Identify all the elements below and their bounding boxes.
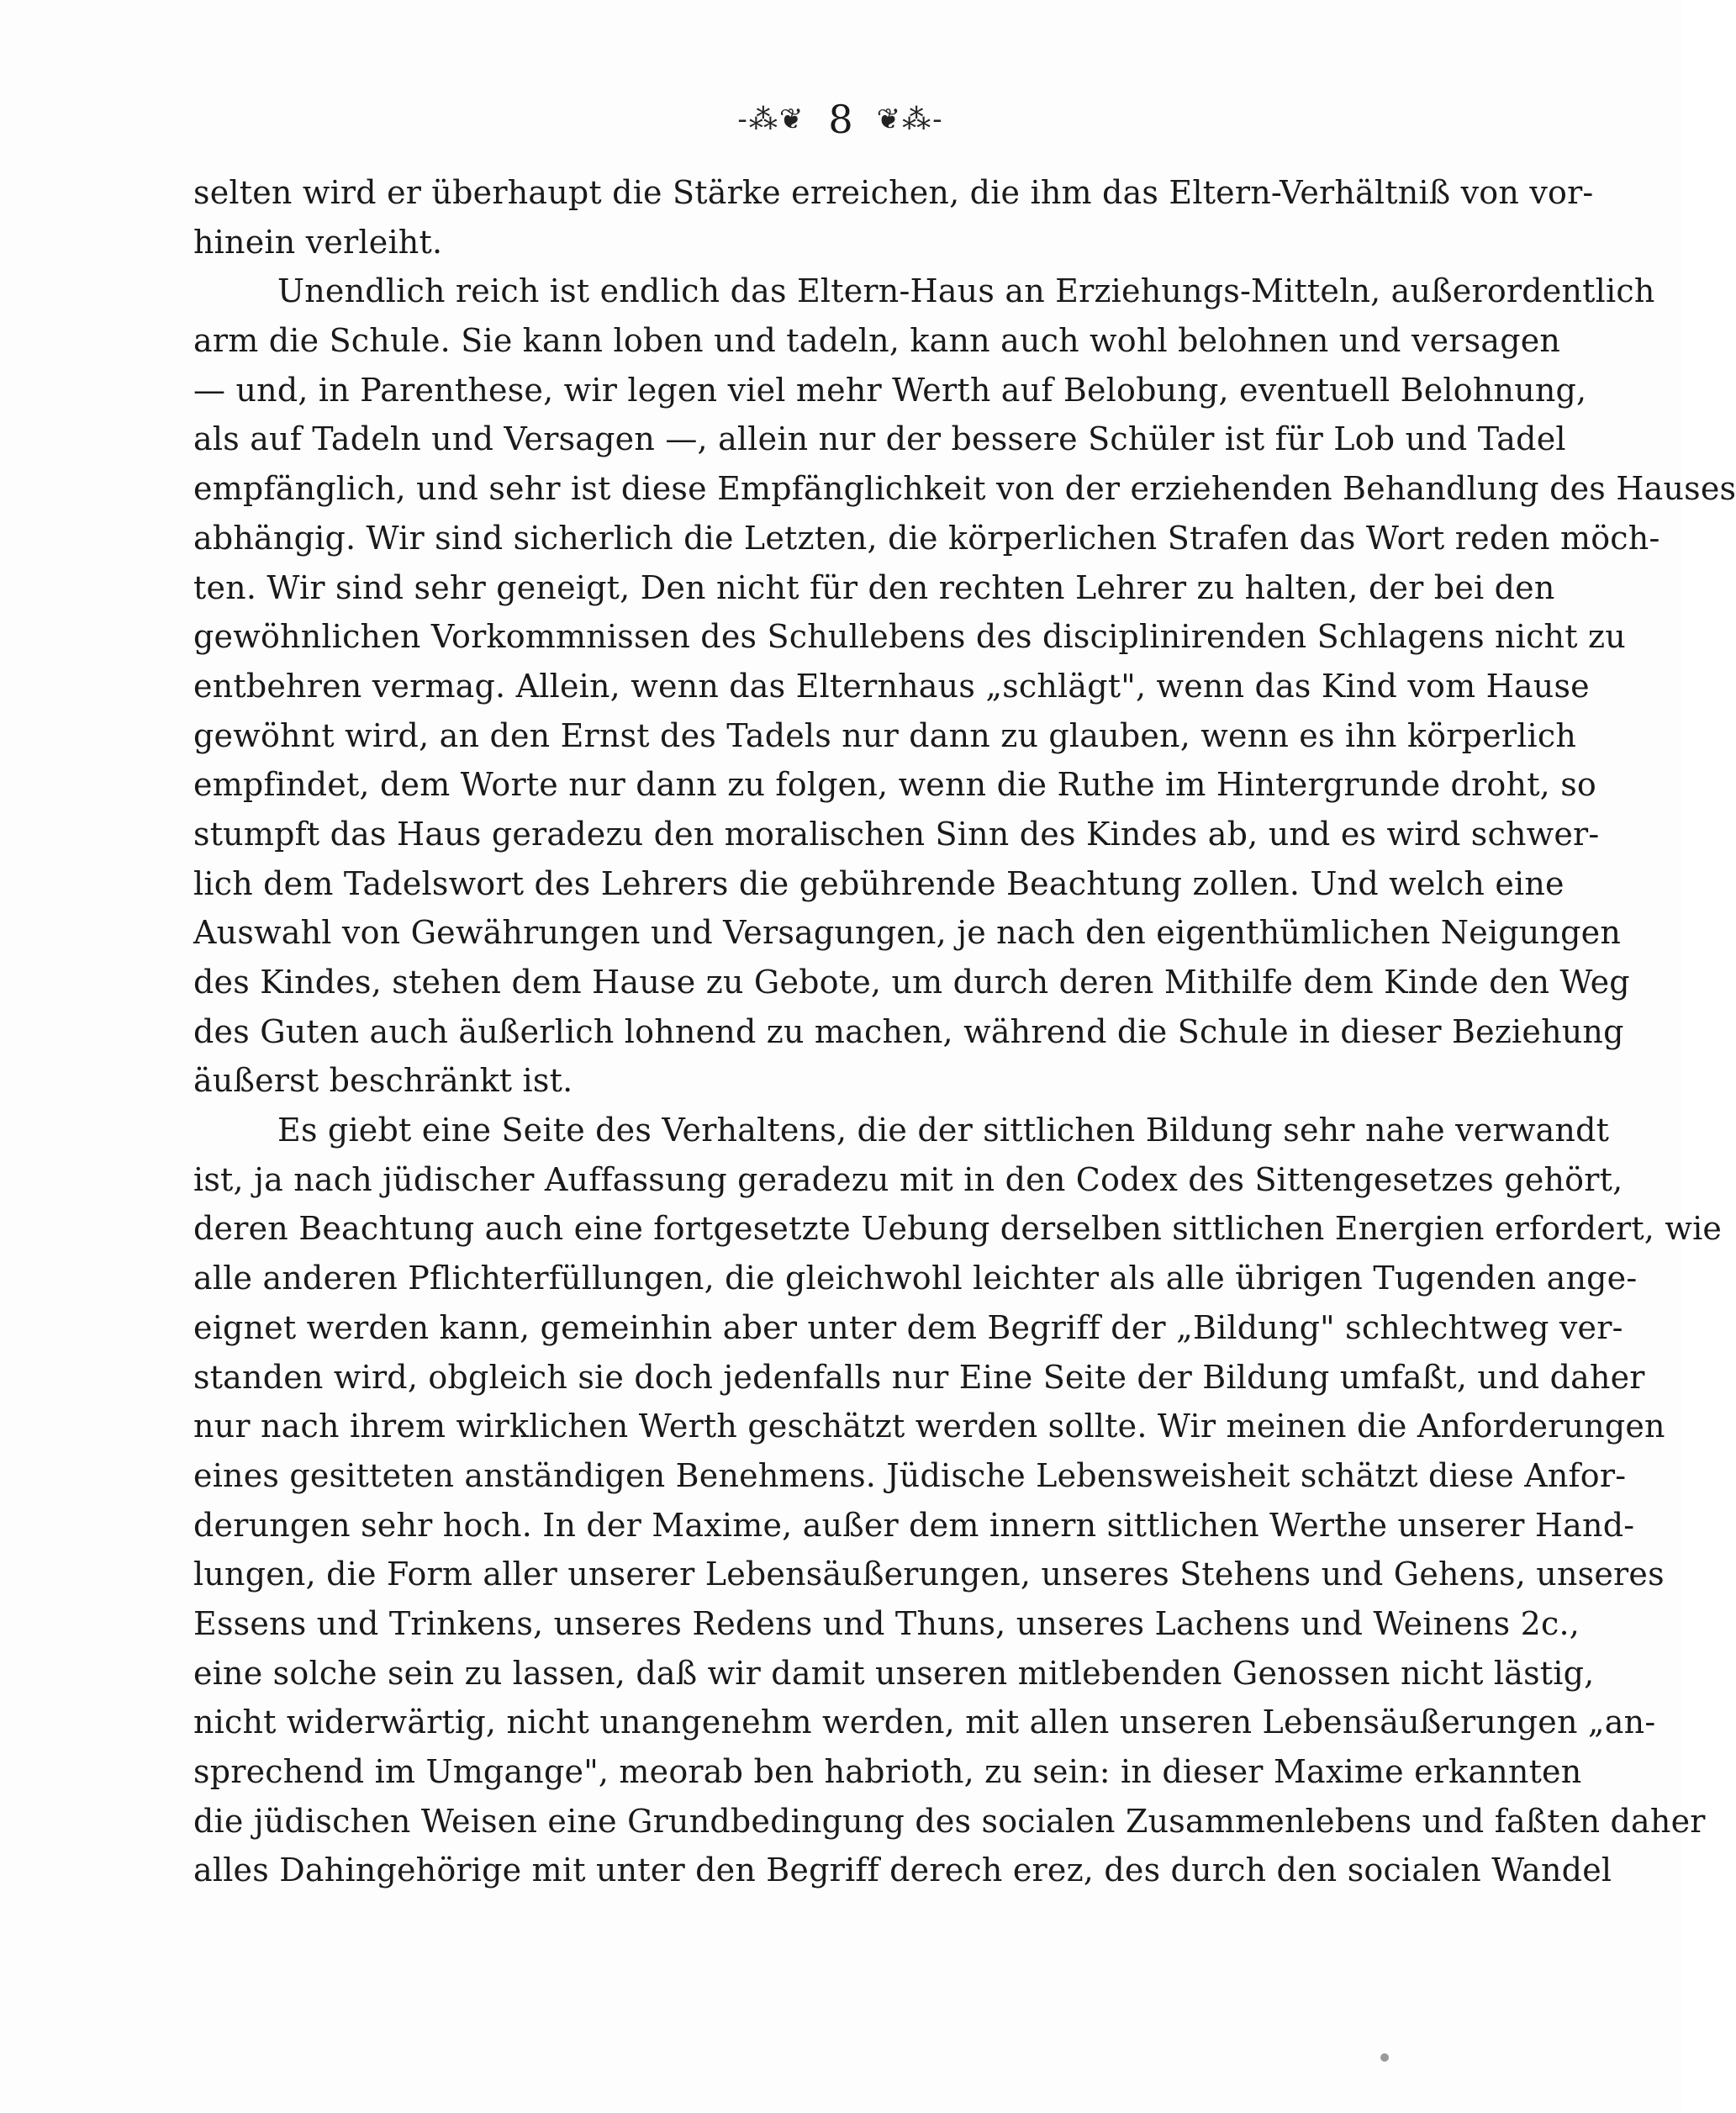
text-line: gewöhnt wird, an den Ernst des Tadels nur dann zu glauben, wenn es ihn körperlich (193, 716, 1577, 754)
text-line: die jüdischen Weisen eine Grundbedingung des socialen Zusammenlebens und faßten daher (193, 1802, 1706, 1840)
text-line: eines gesitteten anständigen Benehmens. Jüdische Lebensweisheit schätzt diese Anfor- (193, 1456, 1627, 1494)
text-line: standen wird, obgleich sie doch jedenfalls nur Eine Seite der Bildung umfaßt, und daher (193, 1358, 1645, 1396)
text-line: hinein verleiht. (193, 223, 443, 261)
text-line: gewöhnlichen Vorkommnissen des Schullebens des disciplinirenden Schlagens nicht zu (193, 618, 1626, 656)
text-line: nur nach ihrem wirklichen Werth geschätzt werden sollte. Wir meinen die Anforderungen (193, 1408, 1665, 1445)
paper-speck (1380, 2053, 1389, 2062)
text-line: lungen, die Form aller unserer Lebensäußerungen, unseres Stehens und Gehens, unseres (193, 1556, 1665, 1593)
paragraph-start-line: Unendlich reich ist endlich das Eltern-Haus an Erziehungs-Mitteln, außerordentlich (277, 272, 1655, 310)
text-line: deren Beachtung auch eine fortgesetzte Uebung derselben sittlichen Energien erfordert, wie (193, 1210, 1723, 1248)
text-line: alle anderen Pflichterfüllungen, die gleichwohl leichter als alle übrigen Tugenden ange- (193, 1260, 1638, 1297)
text-line: eine solche sein zu lassen, daß wir damit unseren mitlebenden Genossen nicht lästig, (193, 1654, 1595, 1692)
text-line: des Kindes, stehen dem Hause zu Gebote, um durch deren Mithilfe dem Kinde den Weg (193, 964, 1630, 1001)
text-line: als auf Tadeln und Versagen —, allein nur der bessere Schüler ist für Lob und Tadel (193, 420, 1566, 458)
text-line: Auswahl von Gewährungen und Versagungen, je nach den eigenthümlichen Neigungen (193, 914, 1622, 952)
text-line: lich dem Tadelswort des Lehrers die gebührende Beachtung zollen. Und welch eine (193, 864, 1565, 902)
text-line: — und, in Parenthese, wir legen viel mehr Werth auf Belobung, eventuell Belohnung, (193, 371, 1587, 409)
page-number: 8 (828, 97, 853, 142)
text-line: selten wird er überhaupt die Stärke erreichen, die ihm das Eltern-Verhältniß von vor- (193, 174, 1594, 211)
text-line: nicht widerwärtig, nicht unangenehm werden, mit allen unseren Lebensäußerungen „an- (193, 1704, 1656, 1741)
text-line: entbehren vermag. Allein, wenn das Elternhaus „schlägt", wenn das Kind vom Hause (193, 667, 1590, 705)
text-line: stumpft das Haus geradezu den moralischen Sinn des Kindes ab, und es wird schwer- (193, 815, 1600, 853)
text-line: sprechend im Umgange", meorab ben habrioth, zu sein: in dieser Maxime erkannten (193, 1753, 1582, 1790)
left-ornament-icon: -⁂❦ (737, 103, 805, 136)
text-line: arm die Schule. Sie kann loben und tadeln, kann auch wohl belohnen und versagen (193, 322, 1561, 360)
text-line: äußerst beschränkt ist. (193, 1062, 573, 1100)
right-ornament-icon: ❦⁂- (876, 103, 944, 136)
text-line: ist, ja nach jüdischer Auffassung geradezu mit in den Codex des Sittengesetzes gehört, (193, 1160, 1623, 1198)
text-line: des Guten auch äußerlich lohnend zu machen, während die Schule in dieser Beziehung (193, 1012, 1624, 1050)
text-line: eignet werden kann, gemeinhin aber unter dem Begriff der „Bildung" schlechtweg ver- (193, 1308, 1623, 1346)
text-line: alles Dahingehörige mit unter den Begriff derech erez, des durch den socialen Wandel (193, 1852, 1612, 1889)
text-line: derungen sehr hoch. In der Maxime, außer dem innern sittlichen Werthe unserer Hand- (193, 1506, 1635, 1544)
paragraph-start-line: Es giebt eine Seite des Verhaltens, die der sittlichen Bildung sehr nahe verwandt (277, 1112, 1610, 1149)
text-line: empfänglich, und sehr ist diese Empfänglichkeit von der erziehenden Behandlung des Hauses (193, 470, 1736, 508)
text-line: empfindet, dem Worte nur dann zu folgen, wenn die Ruthe im Hintergrunde droht, so (193, 766, 1596, 804)
page-header (0, 94, 1681, 145)
body-text (193, 168, 1736, 1895)
text-line: abhängig. Wir sind sicherlich die Letzten, die körperlichen Strafen das Wort reden möch- (193, 519, 1660, 557)
text-line: Essens und Trinkens, unseres Redens und Thuns, unseres Lachens und Weinens 2c., (193, 1604, 1580, 1642)
text-line: ten. Wir sind sehr geneigt, Den nicht für den rechten Lehrer zu halten, der bei den (193, 568, 1555, 606)
